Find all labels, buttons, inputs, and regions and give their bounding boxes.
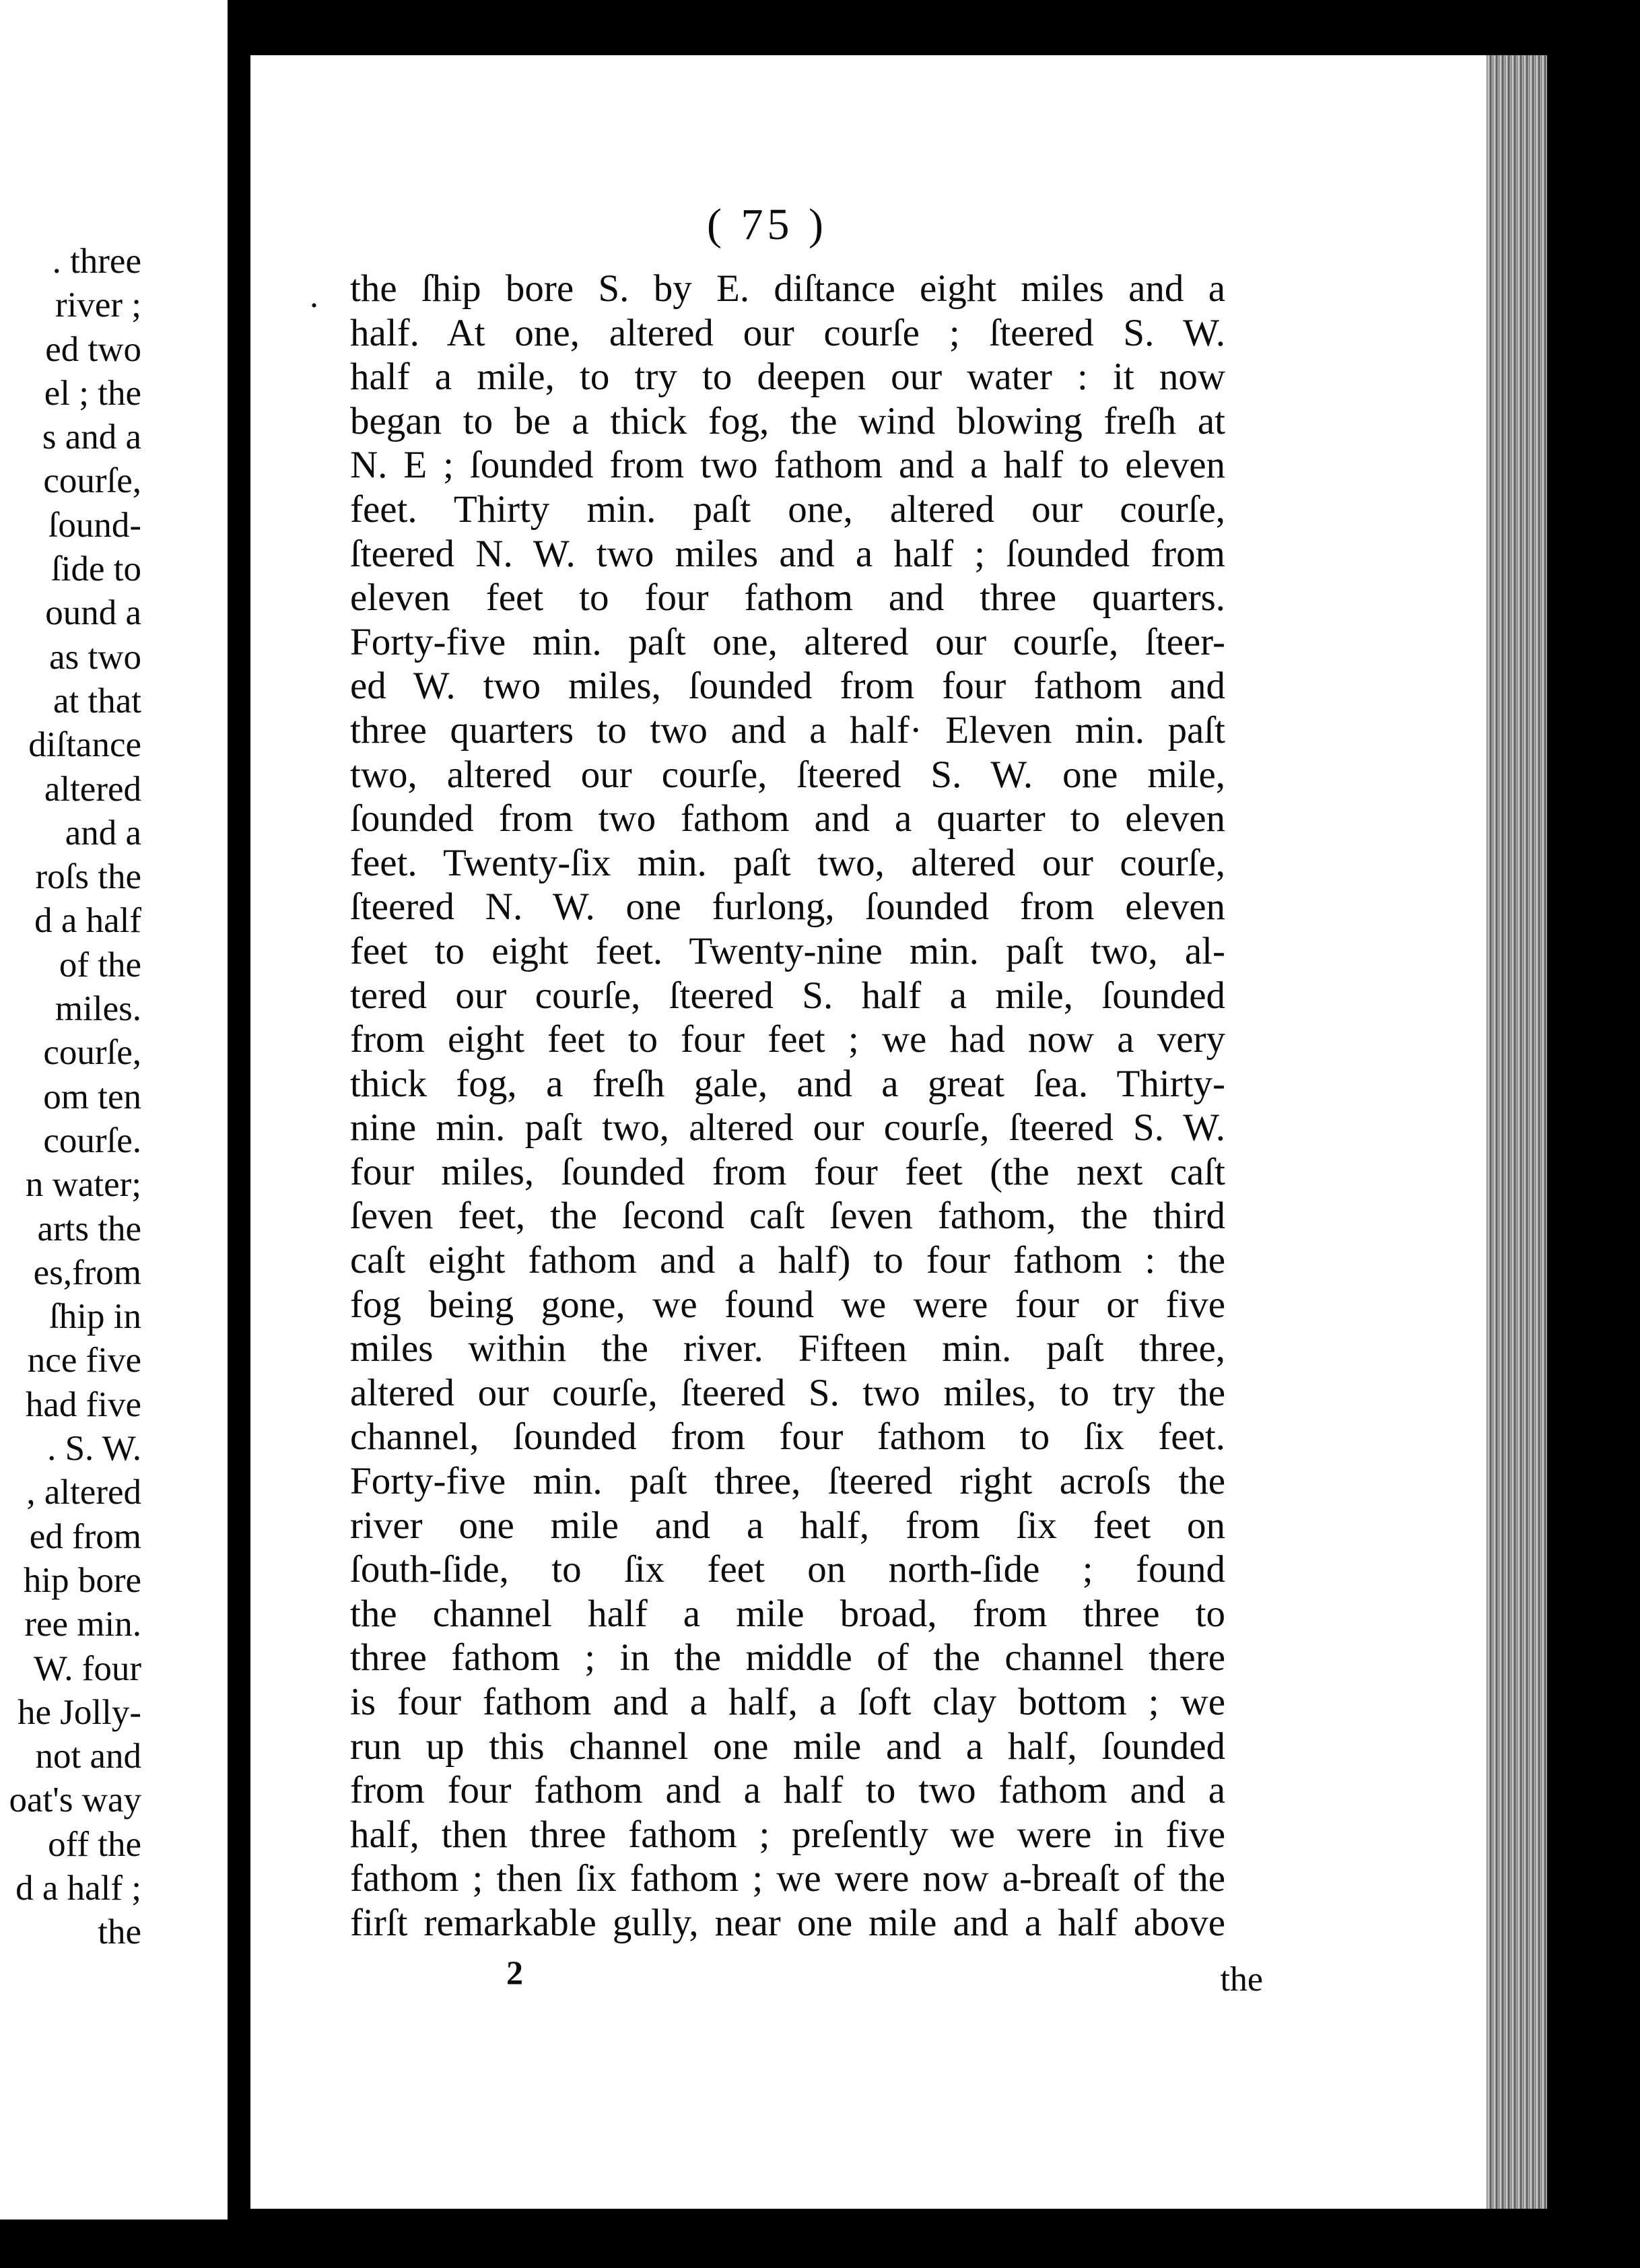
left-page-text xyxy=(9,240,141,1955)
left-line: ſound- xyxy=(48,505,141,545)
left-line: ſide to xyxy=(51,549,141,589)
body-line: N. E ; ſounded from two fathom and a half to eleven xyxy=(350,444,1225,487)
body-line: the ſhip bore S. by E. diſtance eight miles and a xyxy=(350,267,1225,310)
left-line: s and a xyxy=(42,418,141,457)
left-line: at that xyxy=(53,681,141,721)
body-line: feet. Twenty-ſix min. paſt two, altered our courſe, xyxy=(350,841,1225,884)
left-line: ed two xyxy=(45,329,141,369)
body-line: ed W. two miles, ſounded from four fathom and xyxy=(350,665,1225,708)
body-line: ſeven feet, the ſecond caſt ſeven fathom, the third xyxy=(350,1195,1225,1238)
left-line: diſtance xyxy=(28,725,141,765)
left-line: ſhip in xyxy=(49,1297,141,1337)
left-line: altered xyxy=(44,769,141,809)
body-line: from four fathom and a half to two fathom and a xyxy=(350,1769,1225,1812)
left-line: river ; xyxy=(55,286,141,325)
body-line: altered our courſe, ſteered S. two miles, to try the xyxy=(350,1371,1225,1414)
left-line: oat's way xyxy=(9,1780,141,1820)
body-line: channel, ſounded from four fathom to ſix feet. xyxy=(350,1415,1225,1459)
body-line: ſouth-ſide, to ſix feet on north-ſide ; found xyxy=(350,1548,1225,1591)
left-line: courſe. xyxy=(43,1121,141,1160)
page-number: ( 75 ) xyxy=(707,200,827,249)
left-line: he Jolly- xyxy=(18,1692,141,1732)
left-line: roſs the xyxy=(35,857,141,897)
left-line: ed from xyxy=(29,1516,141,1556)
body-line: fog being gone, we found we were four or five xyxy=(350,1283,1225,1326)
left-line: d a half xyxy=(34,901,141,941)
body-line: three quarters to two and a half· Eleven min. paſt xyxy=(350,708,1225,752)
body-line: ſteered N. W. one furlong, ſounded from eleven xyxy=(350,886,1225,929)
body-line: run up this channel one mile and a half, ſounded xyxy=(350,1725,1225,1768)
left-line: el ; the xyxy=(44,373,141,413)
signature-mark: 2 xyxy=(506,1954,523,1991)
page-edge xyxy=(1487,55,1547,2209)
left-line: ound a xyxy=(45,593,141,633)
left-line: es,from xyxy=(33,1253,141,1292)
left-line: W. four xyxy=(34,1648,141,1688)
body-line: two, altered our courſe, ſteered S. W. one mile, xyxy=(350,753,1225,796)
body-line: ſteered N. W. two miles and a half ; ſounded from xyxy=(350,532,1225,575)
body-line: nine min. paſt two, altered our courſe, ſteered S. W. xyxy=(350,1106,1225,1149)
body-line: river one mile and a half, from ſix feet on xyxy=(350,1504,1225,1547)
left-line: d a half ; xyxy=(15,1868,141,1908)
left-line: . S. W. xyxy=(47,1429,141,1469)
left-line: hip bore xyxy=(23,1560,141,1600)
left-line: courſe, xyxy=(43,1033,141,1073)
body-line: Forty-five min. paſt three, ſteered right acroſs the xyxy=(350,1460,1225,1503)
body-line: half a mile, to try to deepen our water : it now xyxy=(350,356,1225,399)
body-line: ſounded from two fathom and a quarter to eleven xyxy=(350,797,1225,840)
body-line: half. At one, altered our courſe ; ſteered S. W. xyxy=(350,311,1225,354)
left-line: , altered xyxy=(26,1473,141,1512)
left-line: not and xyxy=(35,1737,141,1776)
body-line: began to be a thick fog, the wind blowing freſh at xyxy=(350,399,1225,442)
left-page xyxy=(0,0,228,2220)
body-line: eleven feet to four fathom and three quarters. xyxy=(350,576,1225,620)
left-line: as two xyxy=(49,637,141,677)
left-line: ree min. xyxy=(24,1605,141,1644)
left-line: the xyxy=(98,1912,141,1952)
body-line: caſt eight fathom and a half) to four fathom : the xyxy=(350,1239,1225,1282)
left-line: courſe, xyxy=(43,461,141,501)
left-line: and a xyxy=(65,813,141,853)
body-line: half, then three fathom ; preſently we were in five xyxy=(350,1813,1225,1856)
body-line: feet. Thirty min. paſt one, altered our courſe, xyxy=(350,488,1225,531)
left-line: arts the xyxy=(37,1209,141,1248)
body-line: Forty-five min. paſt one, altered our courſe, ſteer- xyxy=(350,620,1225,663)
left-line: off the xyxy=(48,1824,141,1864)
left-line: om ten xyxy=(43,1077,141,1116)
body-line: fathom ; then ſix fathom ; we were now a-breaſt of the xyxy=(350,1857,1225,1900)
body-line: the channel half a mile broad, from three to xyxy=(350,1592,1225,1635)
body-line: from eight feet to four feet ; we had now a very xyxy=(350,1018,1225,1061)
left-line: nce five xyxy=(27,1341,141,1380)
body-line: tered our courſe, ſteered S. half a mile, ſounded xyxy=(350,974,1225,1017)
body-line: feet to eight feet. Twenty-nine min. paſt two, al- xyxy=(350,929,1225,972)
body-line: firſt remarkable gully, near one mile and a half above xyxy=(350,1901,1225,1944)
left-line: n water; xyxy=(25,1165,141,1205)
body-line: three fathom ; in the middle of the channel there xyxy=(350,1636,1225,1679)
left-line: miles. xyxy=(55,989,141,1029)
book-gutter xyxy=(228,0,250,2268)
body-text xyxy=(350,267,1225,1945)
left-line: of the xyxy=(59,945,141,985)
body-line: miles within the river. Fifteen min. paſt three, xyxy=(350,1327,1225,1370)
left-line: . three xyxy=(52,242,141,281)
stray-mark: . xyxy=(310,277,318,315)
body-line: thick fog, a freſh gale, and a great ſea. Thirty- xyxy=(350,1062,1225,1105)
catchword: the xyxy=(1220,1960,1263,1999)
body-line: four miles, ſounded from four feet (the next caſt xyxy=(350,1150,1225,1193)
body-line: is four fathom and a half, a ſoft clay bottom ; we xyxy=(350,1681,1225,1723)
left-line: had five xyxy=(25,1385,141,1424)
